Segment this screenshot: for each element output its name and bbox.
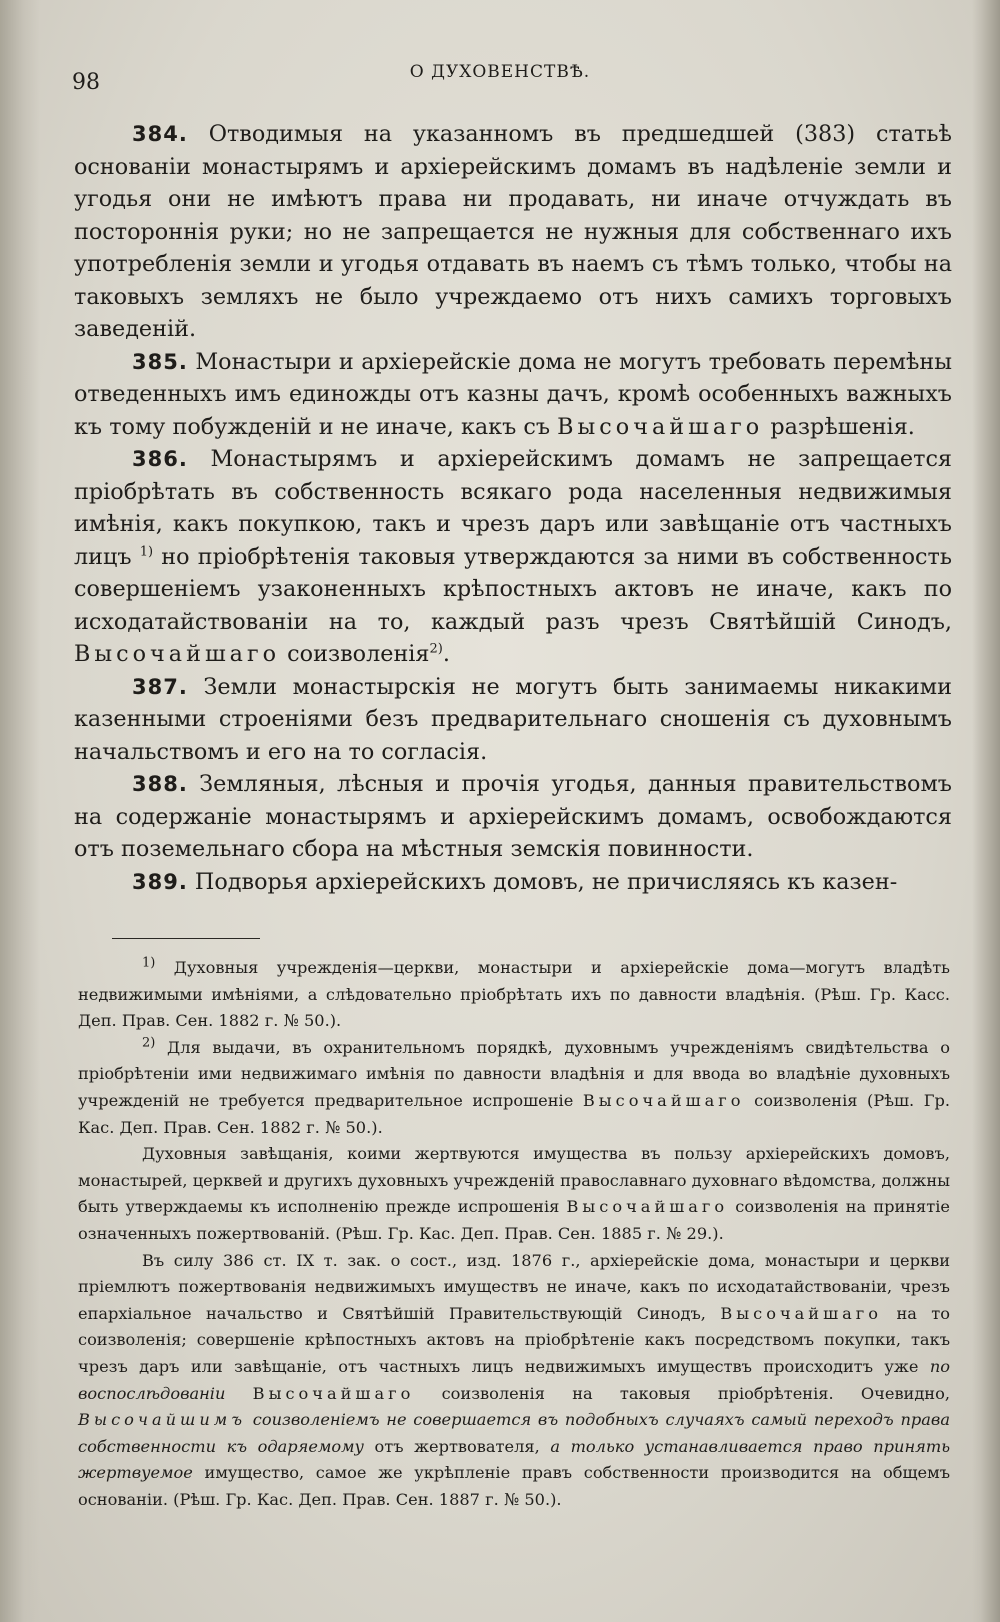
footnote-marker: 2) <box>142 1035 156 1051</box>
footnote-ref-1: 1) <box>139 544 154 560</box>
main-text <box>74 118 952 898</box>
spaced-word: Высочайшаго <box>252 1383 415 1403</box>
article-text: . <box>442 641 450 667</box>
article-388 <box>74 768 952 866</box>
footnote-text: соизволенія на принятіе означенныхъ пожертвованій. (Рѣш. Гр. Кас. Деп. Прав. Сен. 1885 г. № 29.). <box>78 1197 950 1243</box>
spaced-word: Высочайшаго <box>74 641 281 667</box>
article-number: 385. <box>132 349 188 374</box>
article-389 <box>74 866 952 899</box>
footnote-marker: 1) <box>142 955 156 971</box>
italic-spaced-word: Высочайшимъ <box>78 1410 247 1430</box>
page-edge-shadow-right <box>972 0 1000 1622</box>
article-number: 389. <box>132 869 188 894</box>
article-text: Земляныя, лѣсныя и прочія угодья, данныя правительствомъ на содержаніе монастырямъ и архіерейскимъ домамъ, освобождаются отъ поземельнаго сбора на мѣстныя земскія повинности. <box>74 771 952 862</box>
footnote-text: отъ жертвователя, <box>374 1436 540 1456</box>
article-text: Монастыри и архіерейскіе дома не могутъ требовать перемѣны отведенныхъ имъ единожды отъ казны дачъ, кромѣ особенныхъ важныхъ къ тому побужденій и не иначе, какъ съ <box>74 348 952 440</box>
article-385 <box>74 346 952 444</box>
spaced-word: Высочайшаго <box>720 1303 883 1323</box>
footnote-2 <box>78 1035 950 1141</box>
article-text: Монастырямъ и архіерейскимъ домамъ не запрещается пріобрѣтать въ собственность всякаго рода населенныя недвижимыя имѣнія, какъ покупкою, такъ и чрезъ даръ или завѣщаніе отъ частныхъ лицъ <box>74 446 952 570</box>
spaced-word: Высочайшаго <box>582 1090 745 1110</box>
footnote-text: на то соизволенія; совершеніе крѣпостныхъ актовъ на пріобрѣтеніе какъ посредствомъ покупки, такъ чрезъ даръ или завѣщаніе, отъ частныхъ лицъ недвижимыхъ имуществъ происходитъ уже <box>78 1303 951 1376</box>
footnote-ref-2: 2) <box>429 641 443 657</box>
footnote-text: соизволенія на таковыя пріобрѣтенія. Очевидно, <box>441 1383 950 1403</box>
article-number: 387. <box>132 674 188 699</box>
article-384 <box>74 118 952 346</box>
footnote-1 <box>78 955 950 1035</box>
spaced-word: Высочайшаго <box>557 413 764 440</box>
italic-text: а только устанавливается право принять жертвуемое <box>78 1436 951 1483</box>
article-387 <box>74 671 952 769</box>
footnote-text: Для выдачи, въ охранительномъ порядкѣ, духовнымъ учрежденіямъ свидѣтельства о пріобрѣтеніи ими недвижимаго имѣнія по давности владѣнія и для ввода во владѣніе духовныхъ учрежденій не требуется предварительное испрошеніе <box>78 1037 950 1110</box>
spaced-word: Высочайшаго <box>566 1197 729 1217</box>
article-text: но пріобрѣтенія таковыя утверждаются за ними въ собственность совершеніемъ узаконенныхъ крѣпостныхъ актовъ не иначе, какъ по исходатайствованіи на то, каждый разъ чрезъ Святѣйшій Синодъ, <box>74 543 953 635</box>
article-text: Подворья архіерейскихъ домовъ, не причисляясь къ казен- <box>194 868 898 895</box>
footnotes <box>78 955 950 1513</box>
article-text: Отводимыя на указанномъ въ предшедшей (383) статьѣ основаніи монастырямъ и архіерейскимъ домамъ въ надѣленіе земли и угодья они не имѣютъ права ни продавать, ни иначе отчуждать въ постороннія руки; но не запрещается не нужныя для собственнаго ихъ употребленія земли и угодья отдавать въ наемъ съ тѣмъ только, чтобы на таковыхъ земляхъ не было учреждаемо отъ нихъ самихъ торговыхъ заведеній. <box>74 121 952 342</box>
italic-text: соизволеніемъ не совершается въ подобныхъ случаяхъ самый переходъ права собственности къ одаряемому <box>78 1410 950 1456</box>
article-number: 388. <box>132 772 188 796</box>
footnote-text: соизволенія (Рѣш. Гр. Кас. Деп. Прав. Сен. 1882 г. № 50.). <box>78 1090 950 1137</box>
footnote-text: Въ силу 386 ст. IX т. зак. о сост., изд. 1876 г., архіерейскіе дома, монастыри и церкви пріемлютъ пожертвованія недвижимыхъ имуществъ не иначе, какъ по исходатайствованіи, чрезъ епархіальное начальство и Святѣйшій Правительствующій Синодъ, <box>78 1250 950 1323</box>
article-386 <box>74 443 952 671</box>
page-edge-shadow-left <box>0 0 40 1622</box>
footnote-text: имущество, самое же укрѣпленіе правъ собственности производится на общемъ основаніи. (Рѣш. Гр. Кас. Деп. Прав. Сен. 1887 г. № 50.). <box>78 1463 950 1509</box>
article-text: соизволенія <box>287 641 430 667</box>
footnote-paragraph-3 <box>78 1141 950 1247</box>
page-number: 98 <box>72 70 100 95</box>
italic-text: по воспослѣдованіи <box>78 1356 950 1403</box>
article-text: разрѣшенія. <box>770 413 915 440</box>
footnote-paragraph-4 <box>78 1248 950 1514</box>
footnote-text: Духовныя учрежденія—церкви, монастыри и архіерейскіе дома—могутъ владѣть недвижимыми имѣніями, а слѣдовательно пріобрѣтать ихъ по давности владѣнія. (Рѣш. Гр. Касс. Деп. Прав. Сен. 1882 г. № 50.). <box>78 958 950 1031</box>
footnote-divider <box>112 938 260 939</box>
article-number: 384. <box>132 122 188 146</box>
footnote-text: Духовныя завѣщанія, коими жертвуются имущества въ пользу архіерейскихъ домовъ, монастырей, церквей и другихъ духовныхъ учрежденій православнаго духовнаго вѣдомства, должны быть утверждаемы къ исполненію прежде испрошенія <box>78 1144 950 1217</box>
article-number: 386. <box>132 447 188 471</box>
article-text: Земли монастырскія не могутъ быть занимаемы никакими казенными строеніями безъ предварительнаго сношенія съ духовнымъ начальствомъ и его на то согласія. <box>74 673 953 765</box>
running-title: О ДУХОВЕНСТВѢ. <box>409 62 591 82</box>
